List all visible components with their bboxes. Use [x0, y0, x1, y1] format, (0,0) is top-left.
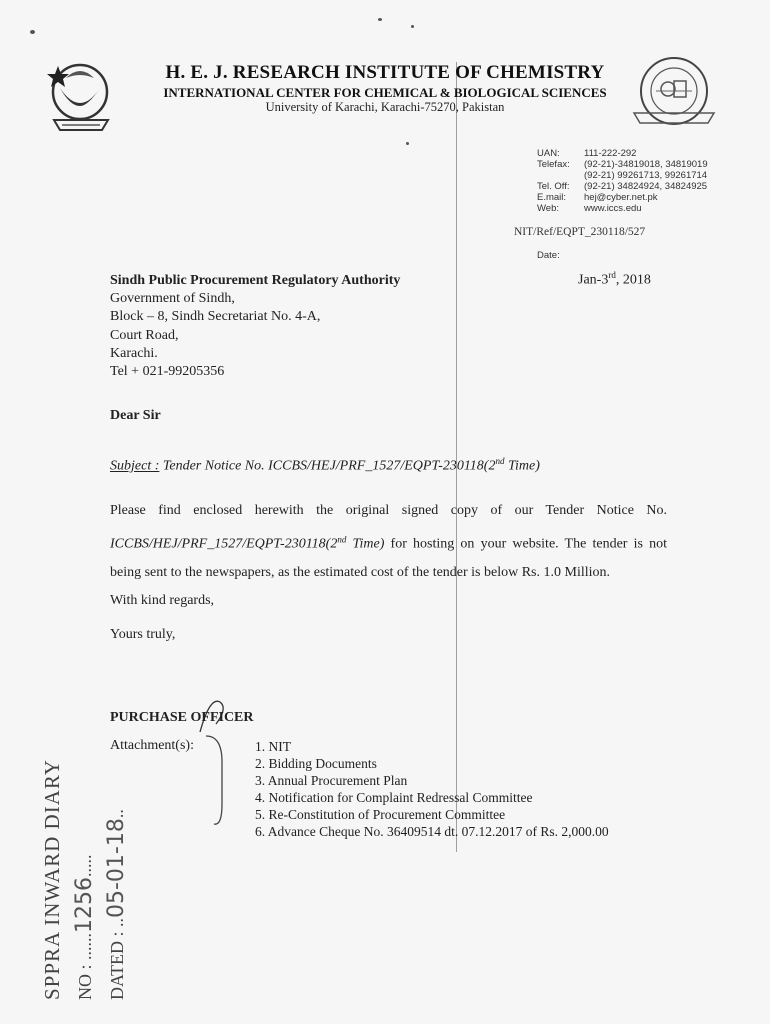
recipient-address — [110, 272, 400, 381]
attachment-item: 3. Annual Procurement Plan — [255, 773, 408, 788]
scan-speck — [406, 142, 409, 145]
contact-value: (92-21) 34824924, 34824925 — [584, 181, 708, 192]
date-label: Date: — [537, 250, 560, 261]
scan-speck — [30, 30, 35, 34]
contact-row — [537, 181, 708, 192]
contact-row — [537, 192, 708, 203]
attachment-item: 1. NIT — [255, 739, 291, 754]
address-line: Block – 8, Sindh Secretariat No. 4-A, — [110, 309, 321, 325]
inward-diary-date: DATED : ..05-01-18.. — [104, 809, 129, 1000]
closing-regards: With kind regards, — [110, 593, 215, 608]
address-phone: Tel + 021-99205356 — [110, 364, 225, 380]
attachment-item: 5. Re-Constitution of Procurement Committee — [255, 807, 506, 822]
institute-name: H. E. J. RESEARCH INSTITUTE OF CHEMISTRY — [165, 62, 605, 83]
center-name: INTERNATIONAL CENTER FOR CHEMICAL & BIOLOGICAL SCIENCES — [163, 85, 607, 100]
institute-address: University of Karachi, Karachi-75270, Pakistan — [265, 100, 505, 114]
letter-body: Please find enclosed herewith the original signed copy of our Tender Notice No. ICCBS/HEJ/PRF_1527/EQPT-230118(2nd Time) for hosting on your website. The tender is not being sent to the newspapers, as the estimated cost of the tender is below Rs. 1.0 Million. — [110, 503, 667, 580]
letter-date: Jan-3rd, 2018 — [578, 270, 651, 288]
attachment-item: 6. Advance Cheque No. 36409514 dt. 07.12.2017 of Rs. 2,000.00 — [255, 824, 609, 839]
attachment-item: 2. Bidding Documents — [255, 756, 377, 771]
contact-value: www.iccs.edu — [584, 203, 642, 214]
contact-row — [537, 148, 708, 159]
address-line: Government of Sindh, — [110, 291, 235, 307]
contact-value: hej@cyber.net.pk — [584, 192, 658, 203]
contact-row — [537, 159, 708, 170]
attachment-item: 4. Notification for Complaint Redressal Committee — [255, 790, 533, 805]
signatory-title: PURCHASE OFFICER — [110, 710, 254, 725]
scan-speck — [411, 25, 414, 28]
contact-row — [537, 203, 708, 214]
attachments-label: Attachment(s): — [110, 738, 194, 753]
contact-value: (92-21) 99261713, 99261714 — [584, 170, 708, 181]
contact-info — [537, 148, 708, 214]
address-line: Court Road, — [110, 327, 179, 343]
scan-speck — [378, 18, 382, 21]
contact-label: UAN: — [537, 148, 560, 159]
contact-value: 111-222-292 — [584, 148, 637, 159]
inward-diary-stamp-title: SPPRA INWARD DIARY — [40, 759, 64, 1000]
subject-line: Subject : Tender Notice No. ICCBS/HEJ/PRF_1527/EQPT-230118(2nd Time) — [110, 456, 540, 474]
contact-value: (92-21)-34819018, 34819019 — [584, 159, 708, 170]
bracket-mark — [200, 732, 230, 832]
attachments-list — [255, 738, 609, 840]
contact-row — [537, 170, 708, 181]
salutation: Dear Sir — [110, 408, 161, 423]
reference-number: NIT/Ref/EQPT_230118/527 — [514, 226, 646, 238]
contact-label: Tel. Off: — [537, 181, 570, 192]
contact-label: Telefax: — [537, 159, 570, 170]
closing-yours: Yours truly, — [110, 627, 176, 642]
contact-label: E.mail: — [537, 192, 567, 203]
inward-diary-number: NO : ......1256..... — [72, 854, 97, 1000]
recipient-name: Sindh Public Procurement Regulatory Authority — [110, 273, 401, 288]
address-line: Karachi. — [110, 345, 158, 361]
iccbs-seal — [628, 55, 720, 127]
contact-label — [537, 170, 584, 181]
contact-label: Web: — [537, 203, 560, 214]
